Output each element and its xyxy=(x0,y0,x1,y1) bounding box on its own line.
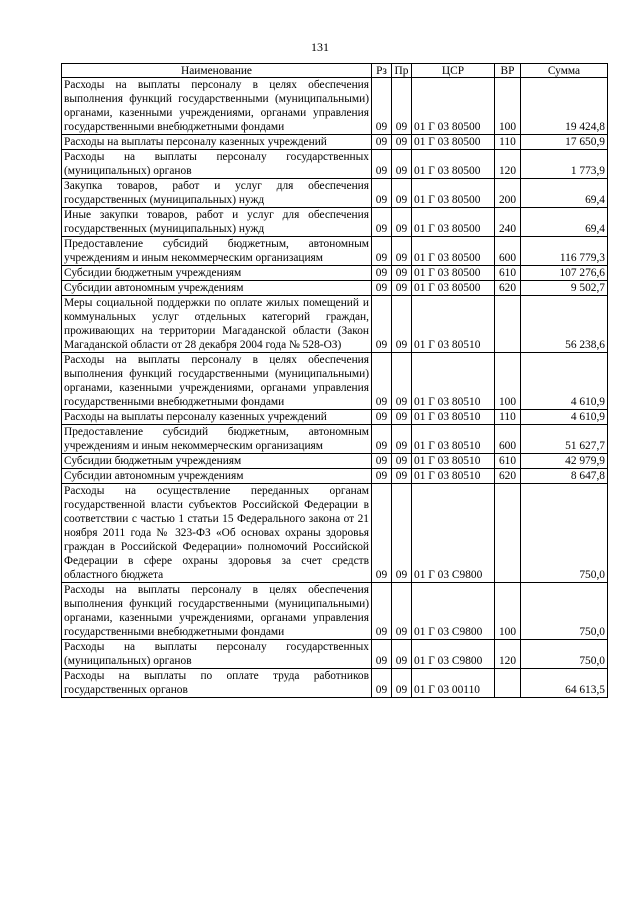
cell-csr: 01 Г 03 80510 xyxy=(412,410,495,425)
cell-pr: 09 xyxy=(392,425,412,454)
cell-csr: 01 Г 03 80510 xyxy=(412,469,495,484)
cell-pr: 09 xyxy=(392,669,412,698)
cell-sum: 750,0 xyxy=(521,583,608,640)
cell-sum: 107 276,6 xyxy=(521,266,608,281)
table-row xyxy=(62,410,608,425)
table-row xyxy=(62,208,608,237)
cell-csr: 01 Г 03 80500 xyxy=(412,208,495,237)
table-row xyxy=(62,179,608,208)
cell-rz: 09 xyxy=(372,296,392,353)
cell-vr: 240 xyxy=(495,208,521,237)
table-row xyxy=(62,266,608,281)
cell-rz: 09 xyxy=(372,208,392,237)
table-row xyxy=(62,78,608,135)
cell-name: Расходы на выплаты персоналу государственных (муниципальных) органов xyxy=(62,150,372,179)
cell-name: Закупка товаров, работ и услуг для обеспечения государственных (муниципальных) нужд xyxy=(62,179,372,208)
cell-csr: 01 Г 03 80500 xyxy=(412,150,495,179)
cell-vr: 100 xyxy=(495,353,521,410)
cell-name: Субсидии бюджетным учреждениям xyxy=(62,454,372,469)
cell-vr: 620 xyxy=(495,469,521,484)
cell-sum: 17 650,9 xyxy=(521,135,608,150)
cell-sum: 750,0 xyxy=(521,640,608,669)
cell-name: Расходы на выплаты персоналу в целях обеспечения выполнения функций государственными (муниципальными) органами, казенными учреждениями, органами управления государственными внебюджетными фондами xyxy=(62,583,372,640)
cell-vr: 610 xyxy=(495,454,521,469)
cell-vr: 120 xyxy=(495,640,521,669)
cell-sum: 64 613,5 xyxy=(521,669,608,698)
cell-pr: 09 xyxy=(392,353,412,410)
cell-csr: 01 Г 03 С9800 xyxy=(412,583,495,640)
cell-csr: 01 Г 03 80510 xyxy=(412,454,495,469)
table-row xyxy=(62,281,608,296)
cell-pr: 09 xyxy=(392,281,412,296)
cell-rz: 09 xyxy=(372,135,392,150)
table-row xyxy=(62,150,608,179)
cell-vr: 120 xyxy=(495,150,521,179)
cell-vr: 620 xyxy=(495,281,521,296)
header-vr: ВР xyxy=(495,64,521,78)
table-row xyxy=(62,640,608,669)
cell-sum: 56 238,6 xyxy=(521,296,608,353)
cell-vr: 610 xyxy=(495,266,521,281)
cell-pr: 09 xyxy=(392,208,412,237)
cell-vr: 100 xyxy=(495,583,521,640)
cell-rz: 09 xyxy=(372,237,392,266)
cell-pr: 09 xyxy=(392,179,412,208)
cell-vr xyxy=(495,296,521,353)
cell-rz: 09 xyxy=(372,583,392,640)
cell-sum: 4 610,9 xyxy=(521,410,608,425)
cell-pr: 09 xyxy=(392,150,412,179)
cell-pr: 09 xyxy=(392,454,412,469)
cell-pr: 09 xyxy=(392,296,412,353)
cell-rz: 09 xyxy=(372,353,392,410)
cell-vr: 600 xyxy=(495,425,521,454)
cell-csr: 01 Г 03 80510 xyxy=(412,425,495,454)
table-row xyxy=(62,669,608,698)
cell-csr: 01 Г 03 С9800 xyxy=(412,484,495,583)
cell-name: Субсидии автономным учреждениям xyxy=(62,469,372,484)
cell-vr xyxy=(495,669,521,698)
cell-csr: 01 Г 03 80500 xyxy=(412,78,495,135)
table-row xyxy=(62,353,608,410)
cell-csr: 01 Г 03 С9800 xyxy=(412,640,495,669)
cell-name: Субсидии бюджетным учреждениям xyxy=(62,266,372,281)
cell-rz: 09 xyxy=(372,410,392,425)
cell-name: Иные закупки товаров, работ и услуг для обеспечения государственных (муниципальных) нужд xyxy=(62,208,372,237)
cell-pr: 09 xyxy=(392,135,412,150)
cell-name: Субсидии автономным учреждениям xyxy=(62,281,372,296)
table-row xyxy=(62,237,608,266)
cell-csr: 01 Г 03 80510 xyxy=(412,353,495,410)
cell-rz: 09 xyxy=(372,281,392,296)
table-row xyxy=(62,135,608,150)
cell-pr: 09 xyxy=(392,484,412,583)
cell-csr: 01 Г 03 80500 xyxy=(412,266,495,281)
header-sum: Сумма xyxy=(521,64,608,78)
cell-csr: 01 Г 03 80500 xyxy=(412,179,495,208)
cell-rz: 09 xyxy=(372,425,392,454)
cell-sum: 116 779,3 xyxy=(521,237,608,266)
table-row xyxy=(62,296,608,353)
cell-pr: 09 xyxy=(392,237,412,266)
cell-sum: 750,0 xyxy=(521,484,608,583)
cell-sum: 8 647,8 xyxy=(521,469,608,484)
cell-sum: 51 627,7 xyxy=(521,425,608,454)
cell-csr: 01 Г 03 80500 xyxy=(412,237,495,266)
cell-rz: 09 xyxy=(372,669,392,698)
cell-rz: 09 xyxy=(372,484,392,583)
cell-vr: 110 xyxy=(495,135,521,150)
cell-pr: 09 xyxy=(392,410,412,425)
table-row xyxy=(62,454,608,469)
cell-sum: 69,4 xyxy=(521,208,608,237)
cell-pr: 09 xyxy=(392,78,412,135)
cell-sum: 42 979,9 xyxy=(521,454,608,469)
budget-table xyxy=(61,63,608,698)
cell-sum: 69,4 xyxy=(521,179,608,208)
cell-rz: 09 xyxy=(372,150,392,179)
page-number: 131 xyxy=(311,40,329,54)
cell-name: Расходы на выплаты персоналу в целях обеспечения выполнения функций государственными (муниципальными) органами, казенными учреждениями, органами управления государственными внебюджетными фондами xyxy=(62,353,372,410)
cell-sum: 19 424,8 xyxy=(521,78,608,135)
cell-pr: 09 xyxy=(392,583,412,640)
cell-csr: 01 Г 03 80510 xyxy=(412,296,495,353)
cell-name: Расходы на выплаты персоналу государственных (муниципальных) органов xyxy=(62,640,372,669)
table-row xyxy=(62,484,608,583)
cell-pr: 09 xyxy=(392,266,412,281)
cell-vr: 100 xyxy=(495,78,521,135)
cell-rz: 09 xyxy=(372,266,392,281)
cell-vr: 600 xyxy=(495,237,521,266)
table-header-row xyxy=(62,64,608,78)
cell-vr xyxy=(495,484,521,583)
cell-name: Предоставление субсидий бюджетным, автономным учреждениям и иным некоммерческим организациям xyxy=(62,425,372,454)
cell-rz: 09 xyxy=(372,454,392,469)
cell-sum: 1 773,9 xyxy=(521,150,608,179)
cell-rz: 09 xyxy=(372,469,392,484)
cell-csr: 01 Г 03 80500 xyxy=(412,135,495,150)
header-pr: Пр xyxy=(392,64,412,78)
table-row xyxy=(62,469,608,484)
cell-vr: 110 xyxy=(495,410,521,425)
table-row xyxy=(62,583,608,640)
cell-name: Предоставление субсидий бюджетным, автономным учреждениям и иным некоммерческим организациям xyxy=(62,237,372,266)
cell-rz: 09 xyxy=(372,640,392,669)
cell-csr: 01 Г 03 00110 xyxy=(412,669,495,698)
table-body xyxy=(62,78,608,698)
header-name: Наименование xyxy=(62,64,372,78)
cell-csr: 01 Г 03 80500 xyxy=(412,281,495,296)
cell-name: Расходы на выплаты по оплате труда работников государственных органов xyxy=(62,669,372,698)
table-row xyxy=(62,425,608,454)
cell-pr: 09 xyxy=(392,640,412,669)
cell-sum: 9 502,7 xyxy=(521,281,608,296)
cell-sum: 4 610,9 xyxy=(521,353,608,410)
cell-name: Меры социальной поддержки по оплате жилых помещений и коммунальных услуг отдельных категорий граждан, проживающих на территории Магаданской области (Закон Магаданской области от 28 декабря 2004 года № 528-ОЗ) xyxy=(62,296,372,353)
cell-vr: 200 xyxy=(495,179,521,208)
cell-name: Расходы на выплаты персоналу в целях обеспечения выполнения функций государственными (муниципальными) органами, казенными учреждениями, органами управления государственными внебюджетными фондами xyxy=(62,78,372,135)
header-rz: Рз xyxy=(372,64,392,78)
header-csr: ЦСР xyxy=(412,64,495,78)
cell-name: Расходы на выплаты персоналу казенных учреждений xyxy=(62,135,372,150)
cell-name: Расходы на осуществление переданных органам государственной власти субъектов Российской Федерации в соответствии с частью 1 статьи 15 Федерального закона от 21 ноября 2011 года № 323-ФЗ «Об основах охраны здоровья граждан в Российской Федерации» полномочий Российской Федерации в сфере охраны здоровья за счет средств областного бюджета xyxy=(62,484,372,583)
cell-rz: 09 xyxy=(372,179,392,208)
cell-name: Расходы на выплаты персоналу казенных учреждений xyxy=(62,410,372,425)
cell-pr: 09 xyxy=(392,469,412,484)
cell-rz: 09 xyxy=(372,78,392,135)
